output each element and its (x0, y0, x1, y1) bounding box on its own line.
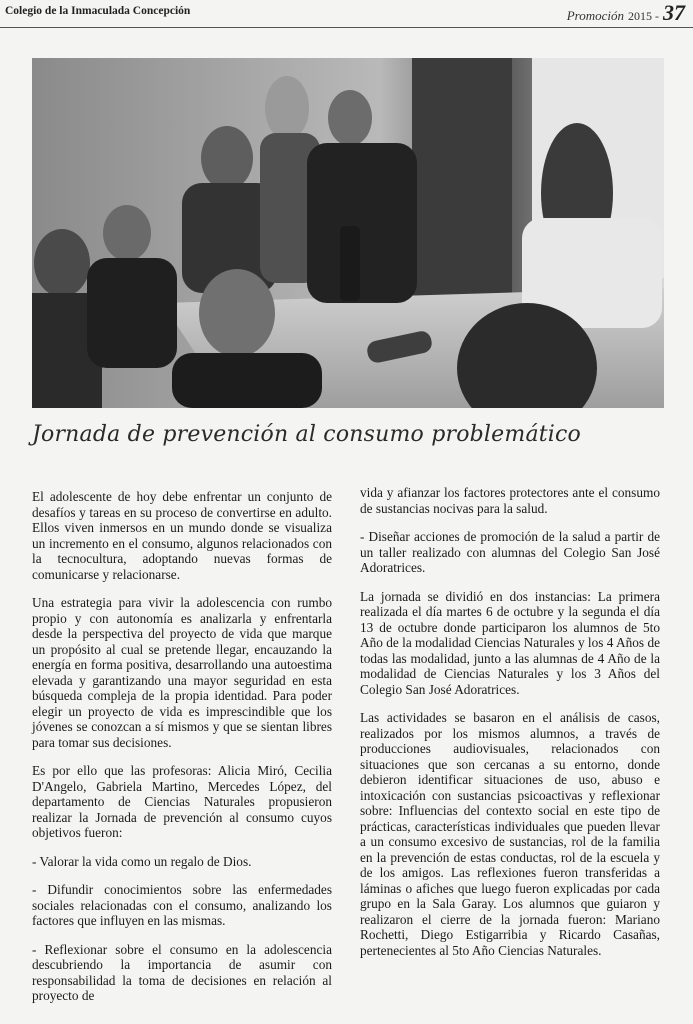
article-paragraph: Las actividades se basaron en el análisis de casos, realizados por los mismos alumnos, a través de producciones audiovisuales, relacionados con situaciones que son cercanas a su entorno, donde debieron identificar situaciones de uso, abuso e intoxicación con sustancias psicoactivas y reflexionar sobre: Influencias del contexto social en este tipo de prácticas, características individuales que pueden llevar a un consumo excesivo de sustancias, rol de la familia en la prevención de estas conductas, rol de la escuela y de los amigos. Las reflexiones fueron transferidas a láminas o afiches que luego fueron explicadas por cada grupo en la Sala Garay. Los alumnos que guiaron y realizaron el cierre de la jornada fueron: Mariano Rochetti, Diego Estigarribia y Ricardo Casañas, pertenecientes al 5to Año Ciencias Naturales. (360, 710, 660, 958)
promo-label: Promoción (566, 8, 624, 23)
group-photo (32, 58, 664, 408)
article-paragraph: vida y afianzar los factores protectores ante el consumo de sustancias nocivas para la salud. (360, 485, 660, 516)
article-paragraph: La jornada se dividió en dos instancias: La primera realizada el día martes 6 de octubre y la segunda el día 13 de octubre donde participaron los alumnos de 5to Año de la modalidad Ciencias Naturales y los 4 Años de todas las modalidad, junto a las alumnas de 4 Año de la modalidad de Ciencias Naturales y los 3 Años del Colegio San José Adoratrices. (360, 588, 660, 697)
article-paragraph: Es por ello que las profesoras: Alicia Miró, Cecilia D'Angelo, Gabriela Martino, Mercedes López, del departamento de Ciencias Naturales propusieron realizar la Jornada de prevención al consumo cuyos objetivos fueron: (32, 763, 332, 840)
group-photo-illustration (32, 58, 664, 408)
article-column-right (360, 485, 660, 971)
article-column-left (32, 489, 332, 1017)
page-number: 37 (663, 0, 685, 25)
article-list-item: - Difundir conocimientos sobre las enfermedades sociales relacionadas con el consumo, analizando los factores que influyen en las mismas. (32, 882, 332, 928)
article-paragraph: El adolescente de hoy debe enfrentar un conjunto de desafíos y tareas en su proceso de convertirse en adulto. Ellos viven inmersos en un mundo donde se visualiza un incremento en el consumo, algunos relacionados con la tecnocultura, adoptando nuevas formas de comunicarse y relacionarse. (32, 489, 332, 582)
article-title: Jornada de prevención al consumo problemático (32, 422, 581, 447)
article-list-item: - Diseñar acciones de promoción de la salud a partir de un taller realizado con alumnas del Colegio San José Adoratrices. (360, 529, 660, 575)
header-divider (0, 27, 693, 28)
page-header (0, 0, 693, 30)
article-paragraph: Una estrategia para vivir la adolescencia con rumbo propio y con autonomía es analizarla y enfrentarla desde la perspectiva del proyecto de vida que marque un propósito al cual se pretende llegar, encauzando la energía en forma positiva, desarrollando una autoestima elevada y garantizando una mayor seguridad en esta búsqueda compleja de la propia identidad. Para poder elegir un proyecto de vida es imprescindible que los jóvenes se conozcan a sí mismos y que se sientan libres para tomar sus decisiones. (32, 595, 332, 750)
school-name: Colegio de la Inmaculada Concepción (5, 5, 191, 17)
article-list-item: - Reflexionar sobre el consumo en la adolescencia descubriendo la importancia de asumir con responsabilidad la toma de decisiones en relación al proyecto de (32, 941, 332, 1003)
promo-year: 2015 - (628, 9, 659, 23)
article-list-item: - Valorar la vida como un regalo de Dios. (32, 853, 252, 869)
page-info (567, 0, 685, 26)
